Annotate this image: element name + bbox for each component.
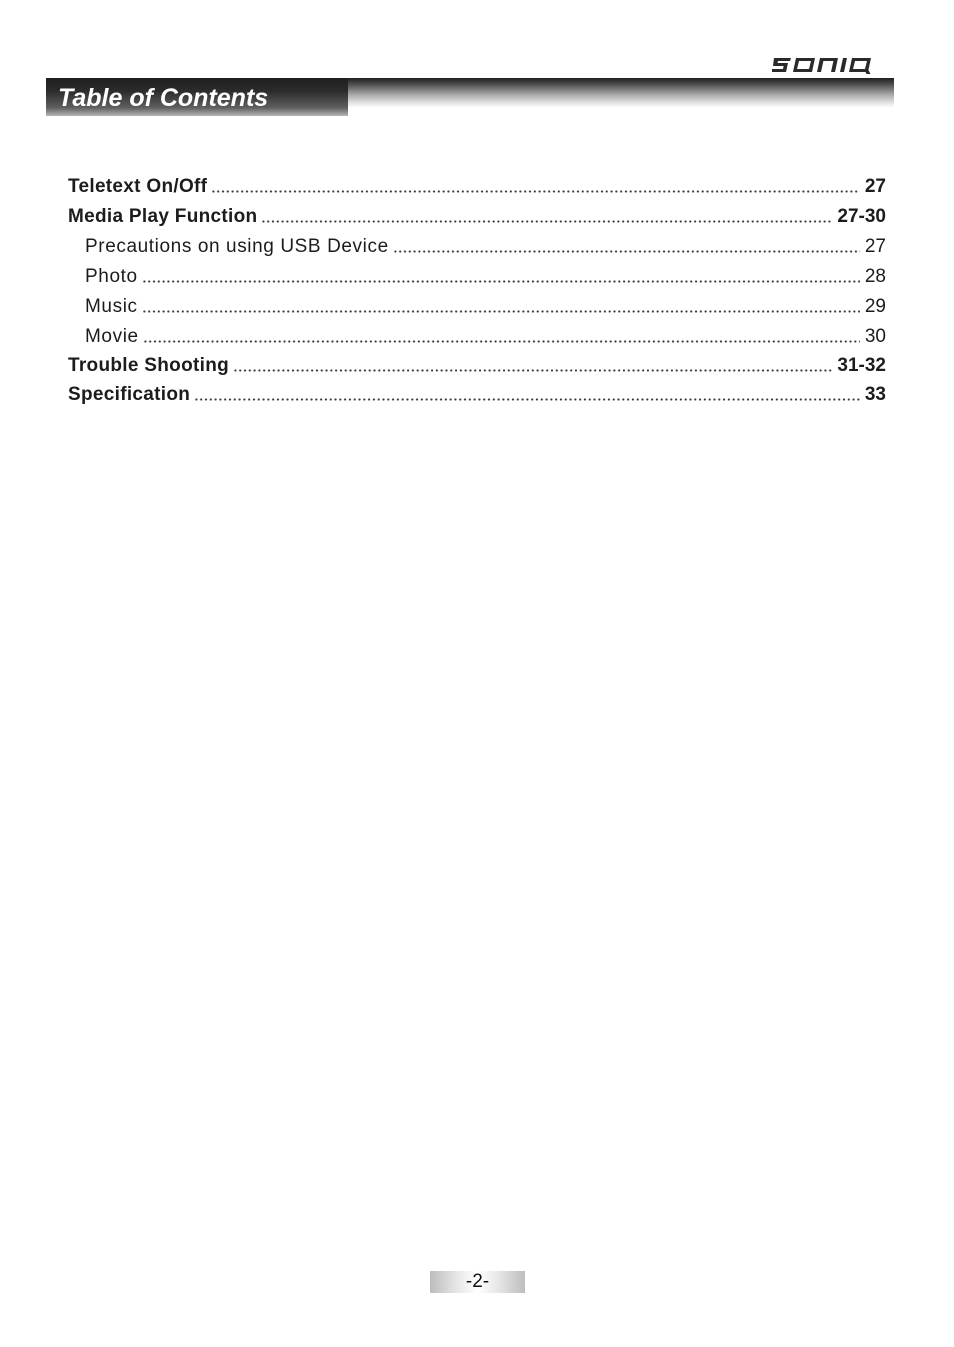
toc-entry-page: 30 — [864, 326, 886, 347]
toc-dot-leader — [393, 250, 860, 253]
toc-entry-page: 29 — [864, 296, 886, 317]
toc-entry-media-play[interactable] — [68, 203, 886, 229]
toc-entry-specification[interactable] — [68, 381, 886, 407]
table-of-contents — [0, 0, 954, 420]
toc-entry-page: 33 — [864, 384, 886, 405]
toc-entry-page: 27 — [864, 236, 886, 257]
toc-entry-label: Precautions on using USB Device — [85, 236, 389, 257]
toc-entry-label: Movie — [85, 326, 139, 347]
toc-entry-movie[interactable] — [85, 323, 886, 349]
toc-dot-leader — [142, 310, 860, 313]
toc-entry-label: Media Play Function — [68, 206, 258, 227]
toc-entry-photo[interactable] — [85, 263, 886, 289]
toc-entry-page: 27-30 — [837, 206, 886, 227]
toc-dot-leader — [233, 369, 832, 372]
toc-entry-page: 27 — [864, 176, 886, 197]
toc-dot-leader — [261, 220, 832, 223]
toc-entry-teletext[interactable] — [68, 173, 886, 199]
toc-entry-page: 31-32 — [837, 355, 886, 376]
toc-entry-trouble-shooting[interactable] — [68, 352, 886, 378]
toc-entry-music[interactable] — [85, 293, 886, 319]
toc-entry-page: 28 — [864, 266, 886, 287]
toc-entry-label: Trouble Shooting — [68, 355, 230, 376]
toc-dot-leader — [194, 398, 860, 401]
page-number: -2- — [430, 1271, 525, 1293]
page-title: Table of Contents — [58, 84, 269, 112]
toc-entry-label: Music — [85, 296, 138, 317]
toc-dot-leader — [143, 340, 860, 343]
toc-entry-usb-precautions[interactable] — [85, 233, 886, 259]
toc-dot-leader — [142, 280, 860, 283]
toc-entry-label: Photo — [85, 266, 138, 287]
toc-entry-label: Specification — [68, 384, 191, 405]
toc-dot-leader — [211, 190, 860, 193]
toc-entry-label: Teletext On/Off — [68, 176, 208, 197]
